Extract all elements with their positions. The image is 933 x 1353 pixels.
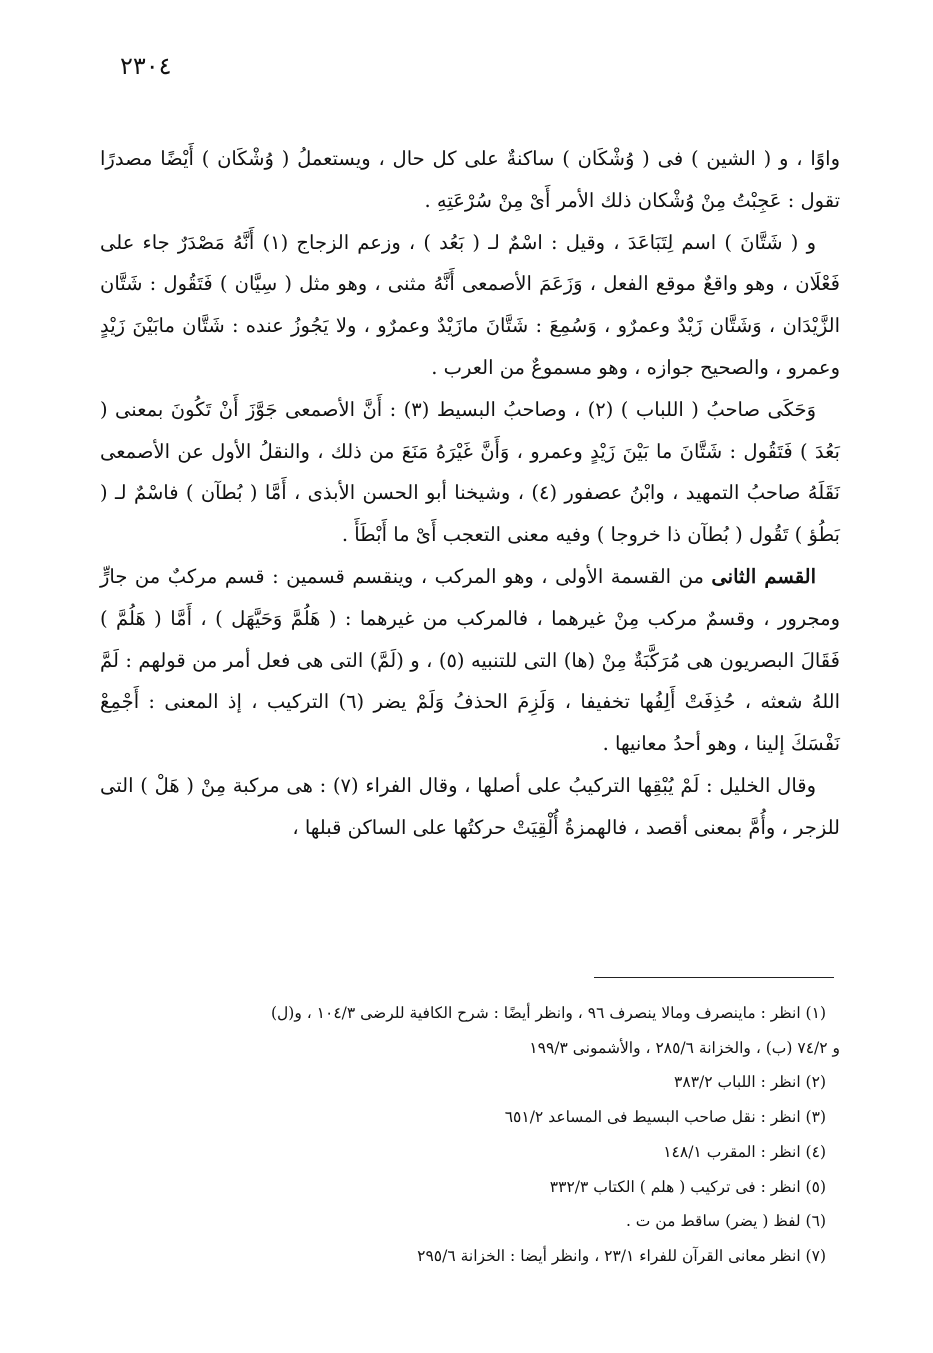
footnote-3: (٣) انظر : نقل صاحب البسيط فى المساعد ٦٥١/٢ bbox=[504, 1108, 826, 1127]
footnote-4: (٤) انظر : المقرب ١٤٨/١ bbox=[663, 1142, 826, 1161]
paragraph-4 bbox=[100, 556, 840, 765]
section-heading: القسم الثانى bbox=[711, 564, 816, 588]
paragraph-4-text: من القسمة الأولى ، وهو المركب ، وينقسم قسمين : قسم مركبٌ من جارٍّ ومجرور ، وقسمٌ مركب مِنْ غيرهما ، فالمركب من غيرهما : ( هَلُمَّ وَحَيَّهَل ) ، أَمَّا ( هَلُمَّ ) فَقَالَ البصريون هى مُرَكَّبَةٌ مِنْ (ها) التى للتنبيه (٥) ، و (لَمَّ) التى هى فعل أمر من قولهم : لَمَّ اللهُ شعثه ، حُذِفَتْ أَلِفُها تخفيفا ، وَلَزِمَ الحذفُ وَلَمْ يضر (٦) التركيب ، إذ المعنى : أَجْمِعْ نَفْسَكَ إلينا ، وهو أحدُ معانيها . bbox=[100, 564, 841, 756]
footnote-6: (٦) لفظ ( يضر) ساقط من ت . bbox=[625, 1212, 826, 1231]
footnotes bbox=[100, 996, 840, 1274]
paragraph-2: و ( شَتَّانَ ) اسم لِتَبَاعَدَ ، وقيل : اسْمٌ لـ ( بَعُد ) ، وزعم الزجاج (١) أَنَّهُ مَصْدَرٌ جاء على فَعْلَان ، وهو واقعٌ موقع الفعل ، وَزَعَمَ الأصمعى أَنَّهُ مثنى ، وهو مثل ( سِيَّان ) فَتَقُول : شَتَّان الزَّيْدَان ، وَشَتَّان زَيْدٌ وعمرٌو ، وَسُمِعَ : شَتَّانَ مازَيْدٌ وعمرٌو ، ولا يَجُوزُ عنده : شَتَّان مابَيْنَ زَيْدٍ وعمرو ، والصحيح جوازه ، وهو مسموعٌ من العرب . bbox=[100, 230, 840, 379]
footnote-7: (٧) انظر معانى القرآن للفراء ٢٣/١ ، وانظر أيضا : الخزانة ٢٩٥/٦ bbox=[417, 1246, 826, 1265]
footnote-5: (٥) انظر : فى تركيب ( هلم ) الكتاب ٣٣٢/٣ bbox=[549, 1177, 826, 1196]
footnote-divider bbox=[594, 977, 834, 978]
page-number: ٢٣٠٤ bbox=[120, 52, 172, 80]
footnote-1-line-2: و ٧٤/٢ (ب) ، والخزانة ٢٨٥/٦ ، والأشمونى ١٩٩/٣ bbox=[529, 1038, 840, 1057]
paragraph-1: واوًا ، و ( الشين ) فى ( وُشْكَان ) ساكنةٌ على كل حال ، ويستعملُ ( وُشْكَان ) أَيْضًا مصدرًا تقول : عَجِبْتُ مِنْ وُشْكان ذلك الأمر أَىْ مِنْ سُرْعَتِهِ . bbox=[100, 147, 840, 212]
paragraph-3: وَحَكَى صاحبُ ( اللباب ) (٢) ، وصاحبُ البسيط (٣) : أَنَّ الأصمعى جَوَّزَ أَنْ تَكُونَ بمعنى ( بَعُدَ ) فَتَقُول : شَتَّانَ ما بَيْنَ زَيْدٍ وعمرو ، وَأَنَّ غَيْرَهُ مَنَعَ من ذلك ، والنقلُ الأول عن الأصمعى نَقَلَهُ صاحبُ التمهيد ، وابْنُ عصفور (٤) ، وشيخنا أبو الحسن الأبذى ، أَمَّا ( بُطآن ) فاسْمٌ لـ ( بَطُؤ ) تَقُول ( بُطآن ذا خروجا ) وفيه معنى التعجب أَىْ ما أَبْطَأَ . bbox=[100, 397, 840, 547]
footnote-1-line-1: (١) انظر : ماينصرف ومالا ينصرف ٩٦ ، وانظر أيضًا : شرح الكافية للرضى ١٠٤/٣ ، و(ل) bbox=[270, 1004, 826, 1022]
main-text-body bbox=[100, 138, 840, 849]
footnote-2: (٢) انظر : اللباب ٣٨٣/٢ bbox=[674, 1073, 826, 1092]
paragraph-5: وقال الخليل : لَمْ يُبْقِها التركيبُ على أصلها ، وقال الفراء (٧) : هى مركبة مِنْ ( هَلْ ) التى للزجر ، وأُمَّ بمعنى أقصد ، فالهمزةُ أُلْقِيَتْ حركتُها على الساكن قبلها ، bbox=[100, 773, 840, 839]
